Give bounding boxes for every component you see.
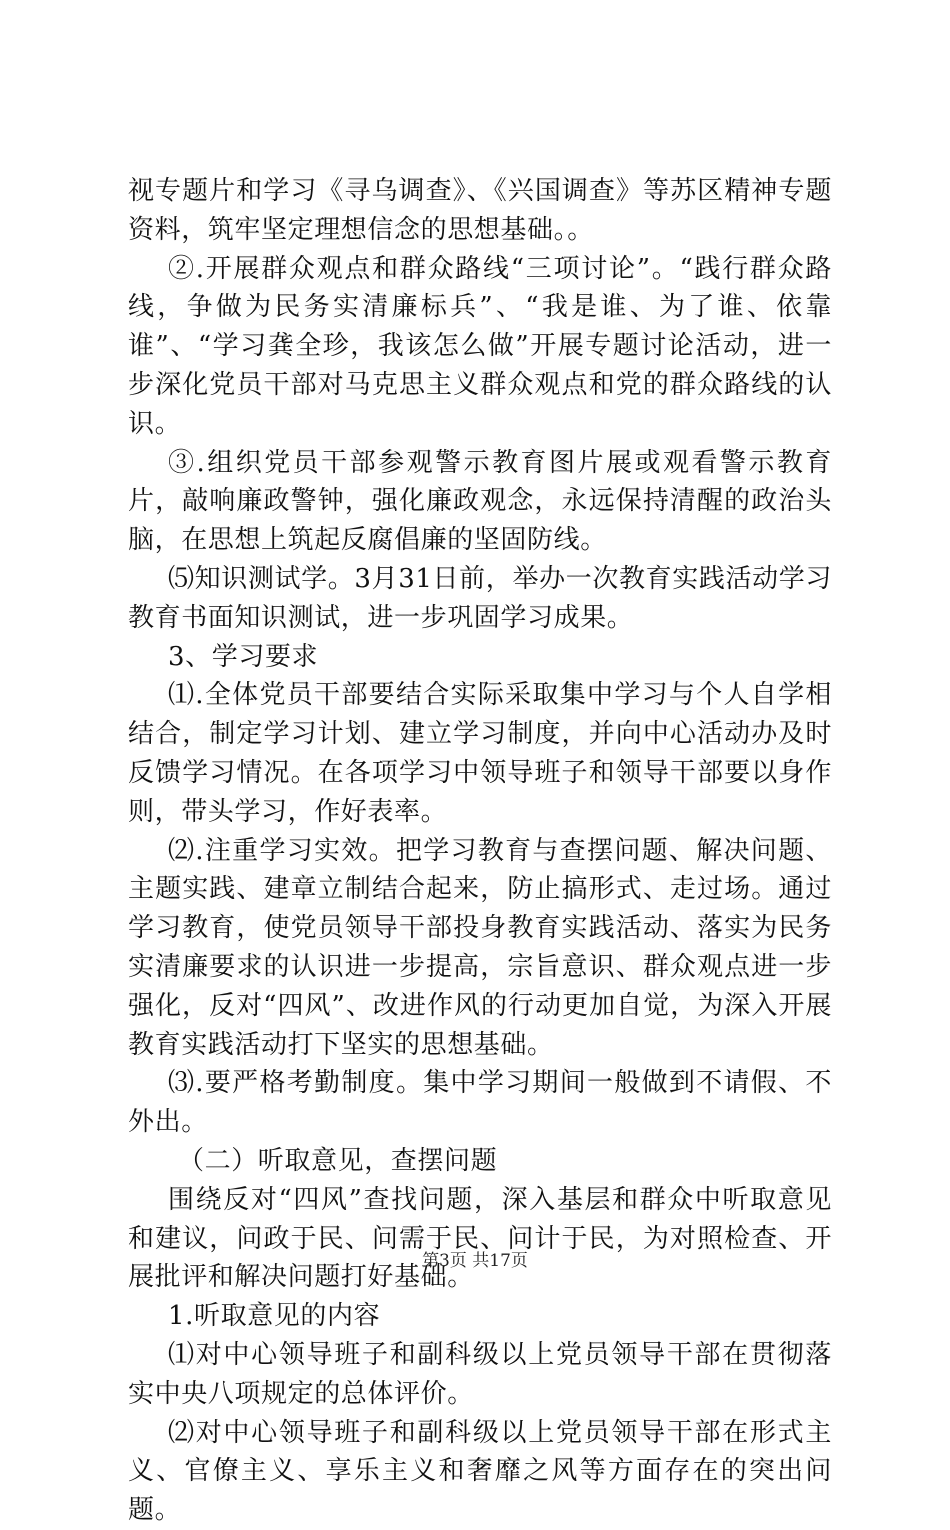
paragraph-opinion-1: ⑴对中心领导班子和副科级以上党员领导干部在贯彻落实中央八项规定的总体评价。	[128, 1339, 832, 1409]
subheading-opinion-content: 1.听取意见的内容	[168, 1301, 381, 1332]
paragraph-requirement-2: ⑵.注重学习实效。把学习教育与查摆问题、解决问题、主题实践、建章立制结合起来，防止搞形式、走过场。通过学习教育，使党员领导干部投身教育实践活动、落实为民务实清廉要求的认识进一步提高，宗旨意识、群众观点进一步强化，反对“四风”、改进作风的行动更加自觉，为深入开展教育实践活动打下坚实的思想基础。	[128, 835, 832, 1060]
section-heading-study-requirements: 3、学习要求	[168, 641, 319, 672]
paragraph-knowledge-test: ⑸知识测试学。3月31日前，举办一次教育实践活动学习教育书面知识测试，进一步巩固学习成果。	[128, 563, 832, 633]
document-body	[128, 172, 832, 1530]
paragraph-requirement-3: ⑶.要严格考勤制度。集中学习期间一般做到不请假、不外出。	[128, 1068, 832, 1138]
paragraph-requirement-1: ⑴.全体党员干部要结合实际采取集中学习与个人自学相结合，制定学习计划、建立学习制度，并向中心活动办及时反馈学习情况。在各项学习中领导班子和领导干部要以身作则，带头学习，作好表率。	[128, 680, 832, 827]
paragraph-item-3: ③.组织党员干部参观警示教育图片展或观看警示教育片，敲响廉政警钟，强化廉政观念，永远保持清醒的政治头脑，在思想上筑起反腐倡廉的坚固防线。	[128, 447, 832, 556]
paragraph-opinion-2: ⑵对中心领导班子和副科级以上党员领导干部在形式主义、官僚主义、享乐主义和奢靡之风等方面存在的突出问题。	[128, 1417, 832, 1526]
paragraph-continuation: 视专题片和学习《寻乌调查》、《兴国调查》等苏区精神专题资料，筑牢坚定理想信念的思想基础。。	[128, 176, 832, 245]
paragraph-item-2: ②.开展群众观点和群众路线“三项讨论”。“践行群众路线，争做为民务实清廉标兵”、“我是谁、为了谁、依靠谁”、“学习龚全珍，我该怎么做”开展专题讨论活动，进一步深化党员干部对马克思主义群众观点和党的群众路线的认识。	[128, 253, 832, 439]
page-number-footer: 第3页 共17页	[422, 1251, 528, 1271]
paragraph-listen-intro: 围绕反对“四风”查找问题，深入基层和群众中听取意见和建议，问政于民、问需于民、问计于民，为对照检查、开展批评和解决问题打好基础。	[128, 1184, 832, 1293]
section-heading-listen-opinions: （二）听取意见，查摆问题	[178, 1145, 498, 1176]
